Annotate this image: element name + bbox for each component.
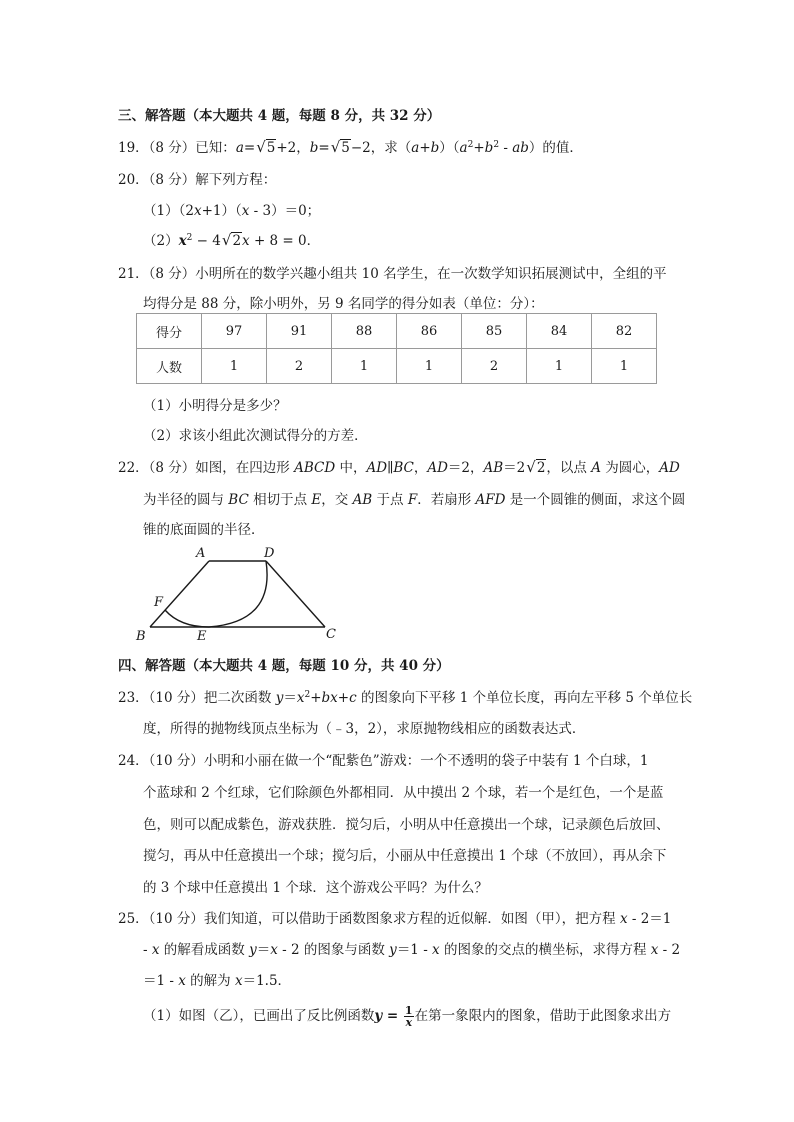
- question-22-line-3: 锥的底面圆的半径．: [143, 522, 265, 538]
- question-20-part-1: （1）（2x+1）（x - 3）＝0；: [143, 203, 321, 219]
- question-19: 19．（8 分）已知：a=√5+2，b=√5−2，求$(a+b)(a^2+b^2 - ab)$的值．: [118, 138, 583, 156]
- question-24-line-2: 个蓝球和 2 个红球，它们除颜色外都相同．从中摸出 2 个球，若一个是红色，一个是蓝: [143, 785, 664, 801]
- segment-ab: [150, 561, 209, 627]
- question-25-line-3: ＝1 - x 的解为 x＝1.5．: [143, 973, 292, 989]
- question-22-line-2: 为半径的圆与 BC 相切于点 E，交 AB 于点 F．若扇形 AFD 是一个圆锥的侧面，求这个圆: [143, 492, 686, 508]
- question-20-head: 20．（8 分）解下列方程：: [118, 172, 277, 188]
- question-25-line-2: - x 的解看成函数 y＝x - 2 的图象与函数 y＝1 - x 的图象的交点的横坐标，求得方程 x - 2: [143, 942, 681, 958]
- sqrt-2-ab: √2: [526, 458, 546, 476]
- question-25-line-1: 25．（10 分）我们知道，可以借助于函数图象求方程的近似解．如图（甲），把方程 x - 2＝1: [118, 911, 672, 927]
- question-24-line-3: 色，则可以配成紫色，游戏获胜．搅匀后，小明从中任意摸出一个球，记录颜色后放回、: [143, 817, 670, 833]
- question-21-sub-1: （1）小明得分是多少？: [143, 398, 287, 414]
- label-d: D: [264, 546, 275, 561]
- question-24-line-5: 的 3 个球中任意摸出 1 个球．这个游戏公平吗？为什么？: [143, 880, 488, 896]
- table-row: 得分 97 91 88 86 85 84 82: [137, 314, 657, 349]
- score-table: [136, 313, 657, 384]
- sqrt-5-b: √5: [330, 138, 350, 156]
- section-4-title: 四、解答题（本大题共 4 题，每题 10 分，共 40 分）: [118, 658, 450, 674]
- label-a: A: [196, 546, 206, 561]
- trapezoid-figure: [130, 540, 350, 645]
- table-row: 人数 1 2 1 1 2 1 1: [137, 349, 657, 384]
- question-24-line-4: 搅匀，再从中任意摸出一个球；搅匀后，小丽从中任意摸出 1 个球（不放回），再从余下: [143, 848, 667, 864]
- section-3-title: 三、解答题（本大题共 4 题，每题 8 分，共 32 分）: [118, 108, 441, 124]
- label-f: F: [154, 595, 164, 610]
- label-e: E: [197, 629, 207, 644]
- question-20-part-2: $(2)x^2 - 4√2x + 8 = 0$．: [143, 231, 321, 249]
- label-c: C: [326, 627, 336, 642]
- question-23-line-2: 度，所得的抛物线顶点坐标为（﹣3，2），求原抛物线相应的函数表达式．: [143, 721, 586, 737]
- question-23-line-1: 23．（10 分）把二次函数 $y=x^2+bx+c$ 的图象向下平移 1 个单位长度，再向左平移 5 个单位长: [118, 690, 693, 706]
- sqrt-2: √2: [221, 231, 242, 249]
- question-21-line-2: 均得分是 88 分，除小明外，另 9 名同学的得分如表（单位：分）：: [143, 296, 544, 312]
- question-21-sub-2: （2）求该小组此次测试得分的方差．: [143, 428, 368, 444]
- fraction-1-over-x: $\frac{1}{x}$: [404, 1004, 413, 1029]
- question-24-line-1: 24．（10 分）小明和小丽在做一个“配紫色”游戏：一个不透明的袋子中装有 1 个白球，1: [118, 753, 649, 769]
- question-25-line-4: （1）如图（乙），已画出了反比例函数y = $\frac{1}{x}$ 在第一象限内的图象，借助于此图象求出方: [143, 1004, 672, 1029]
- sqrt-5-a: √5: [256, 138, 276, 156]
- segment-dc: [266, 561, 325, 627]
- question-21-line-1: 21．（8 分）小明所在的数学兴趣小组共 10 名学生，在一次数学知识拓展测试中，全组的平: [118, 266, 667, 282]
- question-22-line-1: 22．（8 分）如图，在四边形 ABCD 中，AD∥BC，AD＝2，AB＝2√2，以点 A 为圆心，AD: [118, 458, 680, 476]
- label-b: B: [136, 629, 146, 644]
